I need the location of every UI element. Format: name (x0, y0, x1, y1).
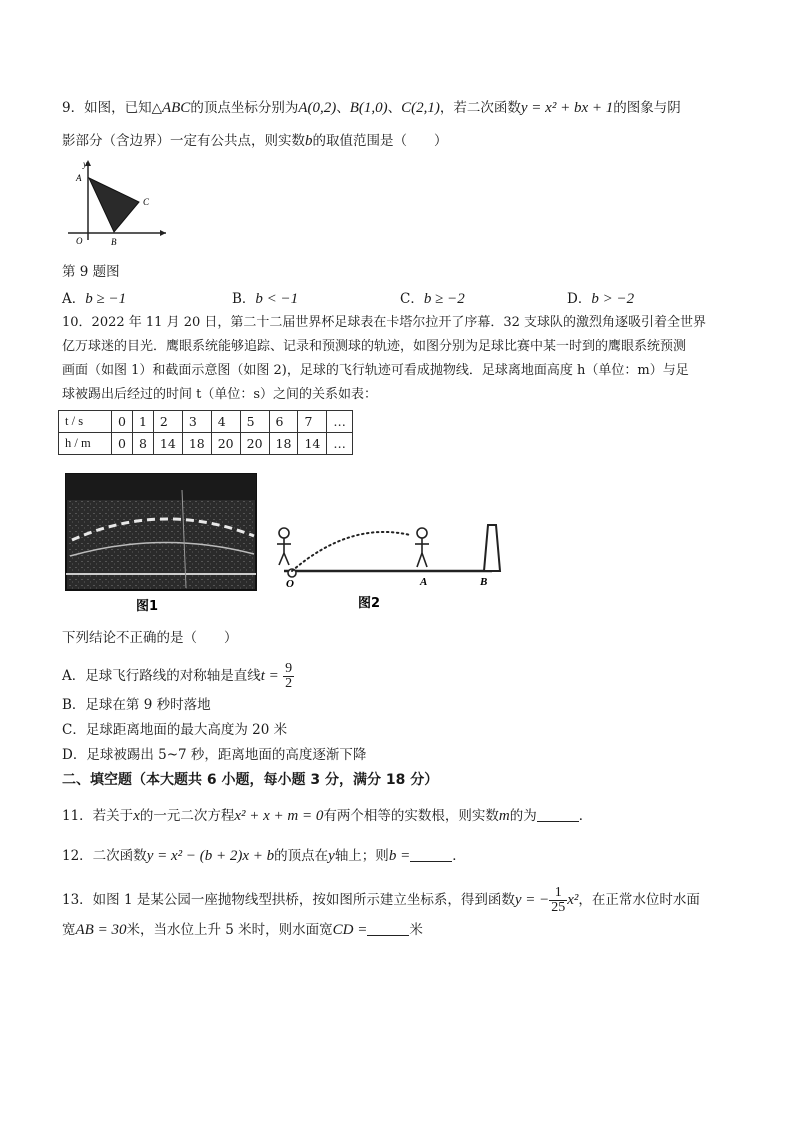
q10-option-d: D．足球被踢出 5~7 秒，距离地面的高度逐渐下降 (62, 747, 367, 763)
q9-option-a: A．b ≥ −1 (62, 291, 127, 307)
fig2-player-mid-leg1 (417, 553, 422, 567)
q9-label-y: y (83, 159, 87, 169)
q13-answer-blank[interactable] (367, 921, 409, 936)
fig1-label: 图1 (136, 599, 159, 614)
table-row: t / s 0 1 2 3 4 5 6 7 … (59, 411, 353, 433)
q10-line1: 10．2022 年 11 月 20 日，第二十二届世界杯足球表在卡塔尔拉开了序幕．32 支球队的激烈角逐吸引着全世界 (62, 315, 707, 330)
q10-option-c: C．足球距离地面的最大高度为 20 米 (62, 722, 288, 738)
q10-figure-1 (62, 470, 262, 618)
q10-option-a-fraction: $\frac{9}{2}$ (285, 661, 293, 691)
q9-label-A: A (76, 173, 82, 183)
table-row: h / m 0 8 14 18 20 20 18 14 … (59, 433, 353, 455)
q10-option-b: B．足球在第 9 秒时落地 (62, 697, 211, 713)
q12: 12．二次函数y = x² − (b + 2)x + b的顶点在y轴上；则b = ． (62, 848, 466, 864)
q11: 11．若关于x的一元二次方程x² + x + m = 0有两个相等的实数根，则实数m的为 ． (62, 808, 593, 824)
table-head-t: t / s (59, 411, 112, 433)
fig2-label: 图2 (358, 596, 381, 611)
fig2-player-left-leg1 (279, 553, 284, 565)
q9-option-c: C．b ≥ −2 (400, 291, 465, 307)
q13-line1: 13．如图 1 是某公园一座抛物线型拱桥，按如图所示建立坐标系，得到函数y = − $\frac{1}{25}$ x²，在正常水位时水面 (62, 885, 700, 915)
section-2-title: 二、填空题（本大题共 6 小题，每小题 3 分，满分 18 分） (62, 772, 439, 788)
q9-label-B: B (111, 237, 117, 247)
q9-figure (62, 158, 174, 248)
q9-function: y = x² + bx + 1 (520, 100, 614, 116)
q9-label-O: O (76, 236, 83, 246)
q12-function: y = x² − (b + 2)x + b (146, 848, 275, 864)
table-head-h: h / m (59, 433, 112, 455)
q9-line2: 影部分（含边界）一定有公共点，则实数b的取值范围是（ ） (62, 133, 448, 149)
q9-label-C: C (143, 197, 150, 207)
q9-option-d: D．b > −2 (567, 291, 635, 307)
fig2-player-left-leg2 (284, 553, 289, 565)
fig2-trajectory (292, 532, 410, 571)
q10-line3: 画面（如图 1）和截面示意图（如图 2)，足球的飞行轨迹可看成抛物线．足球离地面高度 h（单位：m）与足 (62, 363, 689, 378)
fig2-label-O: O (286, 578, 294, 590)
q10-option-a: A．足球飞行路线的对称轴是直线t = $\frac{9}{2}$ (62, 661, 293, 691)
q9-x-arrow (160, 230, 166, 236)
fig2-player-mid-head (417, 528, 427, 538)
q13-fraction: $\frac{1}{25}$ (551, 885, 566, 915)
fig2-player-left-head (279, 528, 289, 538)
q10-line4: 球被踢出后经过的时间 t（单位：s）之间的关系如表： (62, 387, 378, 402)
q13-line2: 宽AB = 30米，当水位上升 5 米时，则水面宽CD = 米 (62, 922, 423, 938)
fig2-player-mid-leg2 (422, 553, 427, 567)
q11-equation: x² + x + m = 0 (234, 808, 324, 824)
q9-option-b: B．b < −1 (232, 291, 299, 307)
fig2-label-A: A (420, 576, 428, 588)
q10-line2: 亿万球迷的目光．鹰眼系统能够追踪、记录和预测球的轨迹，如图分别为足球比赛中某一时到的鹰眼系统预测 (62, 339, 687, 354)
q9-line1: 9．如图，已知△ABC的顶点坐标分别为A(0,2)、B(1,0)、C(2,1)，若二次函数y = x² + bx + 1的图象与阴 (62, 100, 681, 116)
q9-number: 9． (62, 100, 85, 116)
q9-caption: 第 9 题图 (62, 264, 120, 280)
fig1-stands (66, 474, 256, 500)
q10-figure-2 (270, 515, 510, 615)
fig2-label-B: B (480, 576, 488, 588)
q10-table (58, 410, 353, 455)
q9-shaded-triangle (89, 178, 139, 232)
q10-question: 下列结论不正确的是（ ） (62, 630, 238, 646)
q11-answer-blank[interactable] (537, 807, 579, 822)
fig2-goal-post (484, 525, 500, 571)
q12-answer-blank[interactable] (410, 847, 452, 862)
